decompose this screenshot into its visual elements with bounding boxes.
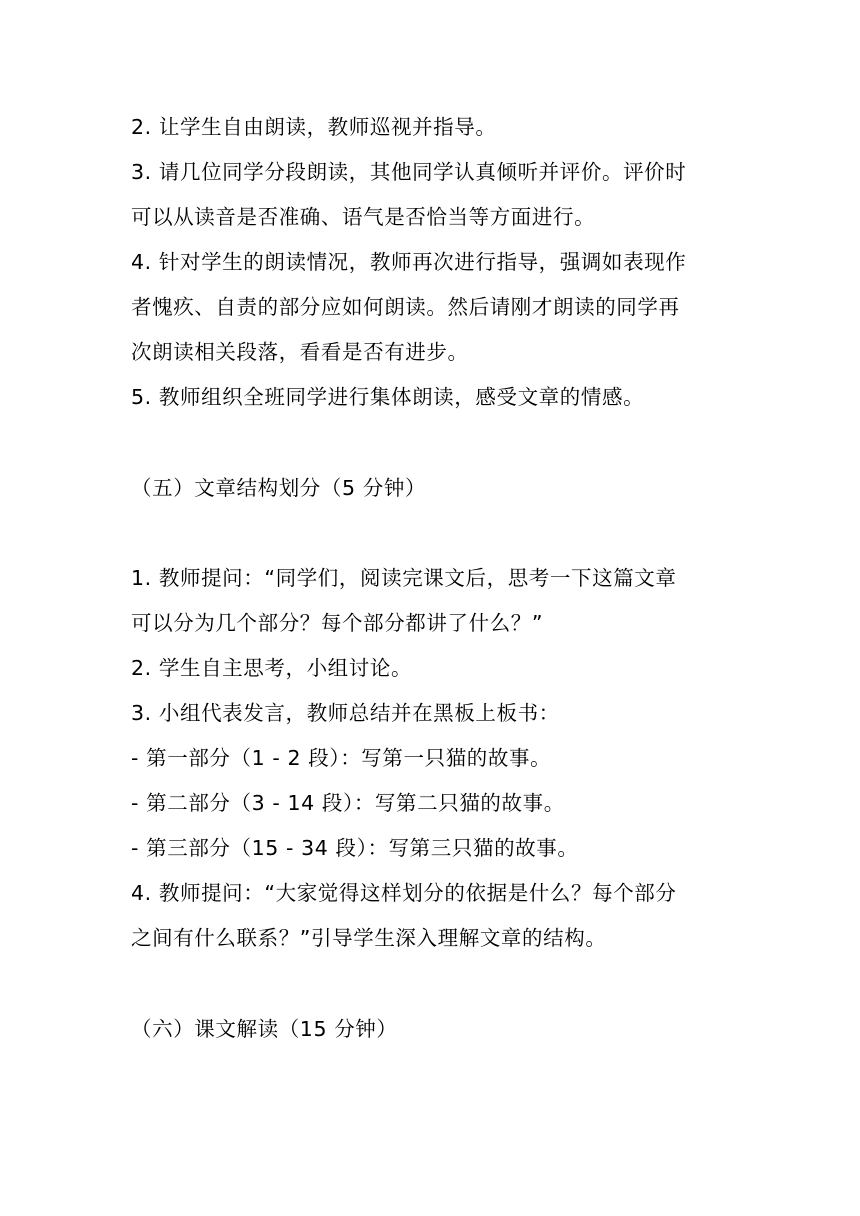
discussion-line: 2. 学生自主思考，小组讨论。 [131, 656, 413, 680]
part-3-item: - 第三部分（15 - 34 段）：写第三只猫的故事。 [131, 836, 579, 860]
step-2-line: 2. 让学生自由朗读，教师巡视并指导。 [131, 115, 497, 139]
step-3-line: 3. 请几位同学分段朗读，其他同学认真倾听并评价。评价时 [131, 160, 687, 184]
part-2-item: - 第二部分（3 - 14 段）：写第二只猫的故事。 [131, 791, 565, 815]
step-4-line: 4. 针对学生的朗读情况，教师再次进行指导，强调如表现作 [131, 250, 687, 274]
step-4-line-cont-2: 次朗读相关段落，看看是否有进步。 [131, 340, 469, 364]
step-4-line-cont-1: 者愧疚、自责的部分应如何朗读。然后请刚才朗读的同学再 [131, 295, 680, 319]
section-heading-5: （五）文章结构划分（5 分钟） [131, 476, 427, 500]
step-3-line-cont: 可以从读音是否准确、语气是否恰当等方面进行。 [131, 205, 596, 229]
section-heading-6: （六）课文解读（15 分钟） [131, 1017, 398, 1041]
part-1-item: - 第一部分（1 - 2 段）：写第一只猫的故事。 [131, 746, 552, 770]
summary-line: 3. 小组代表发言，教师总结并在黑板上板书： [131, 701, 560, 725]
question-4-line: 4. 教师提问：“大家觉得这样划分的依据是什么？每个部分 [131, 881, 677, 905]
question-1-line: 1. 教师提问：“同学们，阅读完课文后，思考一下这篇文章 [131, 566, 677, 590]
step-5-line: 5. 教师组织全班同学进行集体朗读，感受文章的情感。 [131, 385, 645, 409]
question-4-line-cont: 之间有什么联系？”引导学生深入理解文章的结构。 [131, 926, 607, 950]
question-1-line-cont: 可以分为几个部分？每个部分都讲了什么？” [131, 611, 544, 635]
